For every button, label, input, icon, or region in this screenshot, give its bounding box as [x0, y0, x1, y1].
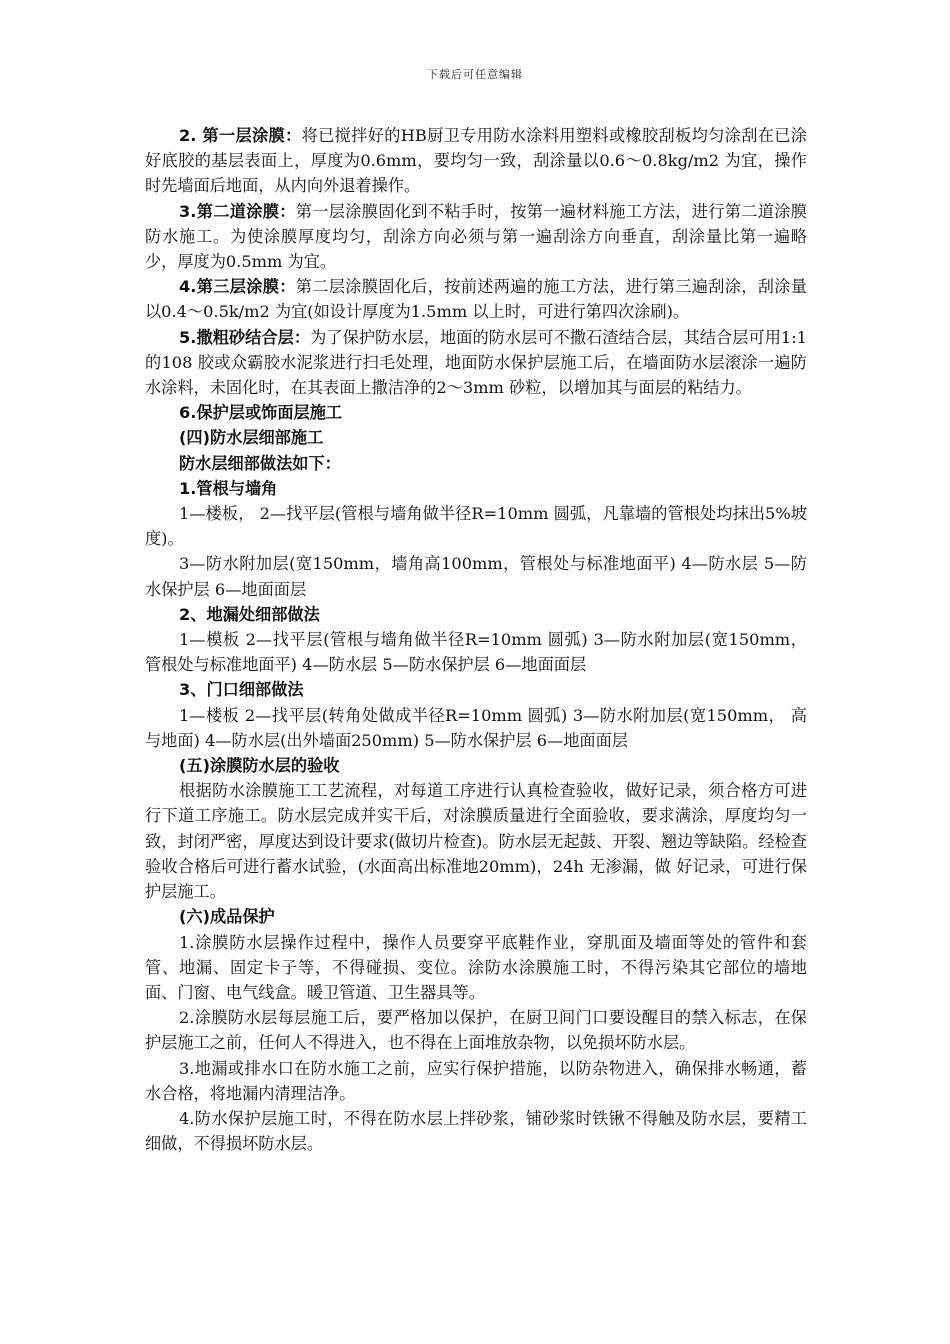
section-heading: 3、门口细部做法 — [179, 680, 304, 700]
heading-pipe-root — [145, 476, 807, 501]
paragraph-protection-4: 4.防水保护层施工时，不得在防水层上拌砂浆，铺砂浆时铁锹不得触及防水层，要精工细做，不得损坏防水层。 — [145, 1108, 807, 1154]
step-heading: 3.第二道涂膜： — [179, 201, 296, 221]
paragraph-protection-2: 2.涂膜防水层每层施工后，要严格加以保护，在厨卫间门口要设醒目的禁入标志，在保护层施工之前，任何人不得进入，也不得在上面堆放杂物，以免损坏防水层。 — [145, 1008, 807, 1053]
paragraph-step-5 — [145, 325, 807, 401]
paragraph-floor-drain: 1—模板 2—找平层(管根与墙角做半径R=10mm 圆弧) 3—防水附加层(宽150mm， 管根处与标准地面平) 4—防水层 5—防水保护层 6—地面面层 — [145, 630, 807, 675]
heading-detail-methods — [145, 451, 807, 476]
paragraph-protection-1: 1.涂膜防水层操作过程中，操作人员要穿平底鞋作业，穿肌面及墙面等处的管件和套管、地漏、固定卡子等，不得碰损、变位。涂防水涂膜施工时，不得污染其它部位的墙地面、门窗、电气线盒。暖卫管道、卫生器具等。 — [145, 932, 807, 1002]
step-text: 第二层涂膜固化后，按前述两遍的施工方法，进行第三遍刮涂，刮涂量以0.4～0.5k/m2 为宜(如设计厚度为1.5mm 以上时，可进行第四次涂刷)。 — [145, 277, 807, 322]
heading-doorway — [145, 677, 807, 702]
paragraph-pipe-root-2: 3—防水附加层(宽150mm，墙角高100mm，管根处与标准地面平) 4—防水层 5—防水保护层 6—地面面层 — [145, 554, 807, 599]
paragraph-step-2 — [145, 123, 807, 199]
page-header: 下载后可任意编辑 — [427, 68, 523, 81]
paragraph-doorway: 1—楼板 2—找平层(转角处做成半径R=10mm 圆弧) 3—防水附加层(宽150mm， 高与地面) 4—防水层(出外墙面250mm) 5—防水保护层 6—地面面层 — [145, 705, 807, 750]
heading-section-4 — [145, 425, 807, 450]
section-heading: (六)成品保护 — [179, 907, 275, 927]
step-text: 为了保护防水层，地面的防水层可不撒石渣结合层，其结合层可用1:1 的108 胶或众霸胶水泥浆进行扫毛处理，地面防水保护层施工后，在墙面防水层滚涂一遍防水涂料，未固化时，在其表面上撒洁净的2～3mm 砂粒，以增加其与面层的粘结力。 — [145, 327, 807, 398]
section-heading: 6.保护层或饰面层施工 — [179, 403, 343, 423]
paragraph-step-4 — [145, 274, 807, 324]
section-heading: (五)涂膜防水层的验收 — [179, 756, 340, 776]
paragraph-step-3 — [145, 199, 807, 275]
section-heading: (四)防水层细部施工 — [179, 428, 324, 448]
step-text: 第一层涂膜固化到不粘手时，按第一遍材料施工方法，进行第二道涂膜防水施工。为使涂膜厚度均匀，刮涂方向必须与第一遍刮涂方向垂直，刮涂量比第一遍略少，厚度为0.5mm 为宜。 — [145, 201, 807, 272]
step-heading: 5.撒粗砂结合层： — [179, 327, 311, 347]
heading-section-5 — [145, 753, 807, 778]
section-heading: 1.管根与墙角 — [179, 478, 278, 498]
paragraph-pipe-root-1: 1—楼板， 2—找平层(管根与墙角做半径R=10mm 圆弧，凡靠墙的管根处均抹出5%坡度)。 — [145, 504, 807, 549]
step-heading: 4.第三层涂膜： — [179, 277, 296, 297]
section-heading: 防水层细部做法如下： — [179, 453, 341, 473]
heading-step-6 — [145, 400, 807, 425]
step-heading: 2. 第一层涂膜： — [179, 126, 302, 145]
heading-floor-drain — [145, 602, 807, 627]
heading-section-6 — [145, 904, 807, 929]
step-text: 将已搅拌好的HB厨卫专用防水涂料用塑料或橡胶刮板均匀涂刮在已涂好底胶的基层表面上，厚度为0.6mm，要均匀一致，刮涂量以0.6～0.8kg/m2 为宜，操作时先墙面后地面，从内向外退着操作。 — [145, 126, 807, 196]
paragraph-protection-3: 3.地漏或排水口在防水施工之前，应实行保护措施，以防杂物进入，确保排水畅通，蓄水合格，将地漏内清理洁净。 — [145, 1058, 807, 1103]
paragraph-acceptance: 根据防水涂膜施工工艺流程，对每道工序进行认真检查验收，做好记录，须合格方可进行下道工序施工。防水层完成并实干后，对涂膜质量进行全面验收，要求满涂，厚度均匀一致，封闭严密，厚度达到设计要求(做切片检查)。防水层无起鼓、开裂、翘边等缺陷。经检查验收合格后可进行蓄水试验，(水面高出标准地20mm)，24h 无渗漏，做 好记录，可进行保护层施工。 — [145, 781, 807, 902]
section-heading: 2、地漏处细部做法 — [179, 604, 320, 624]
document-body — [145, 123, 807, 1156]
